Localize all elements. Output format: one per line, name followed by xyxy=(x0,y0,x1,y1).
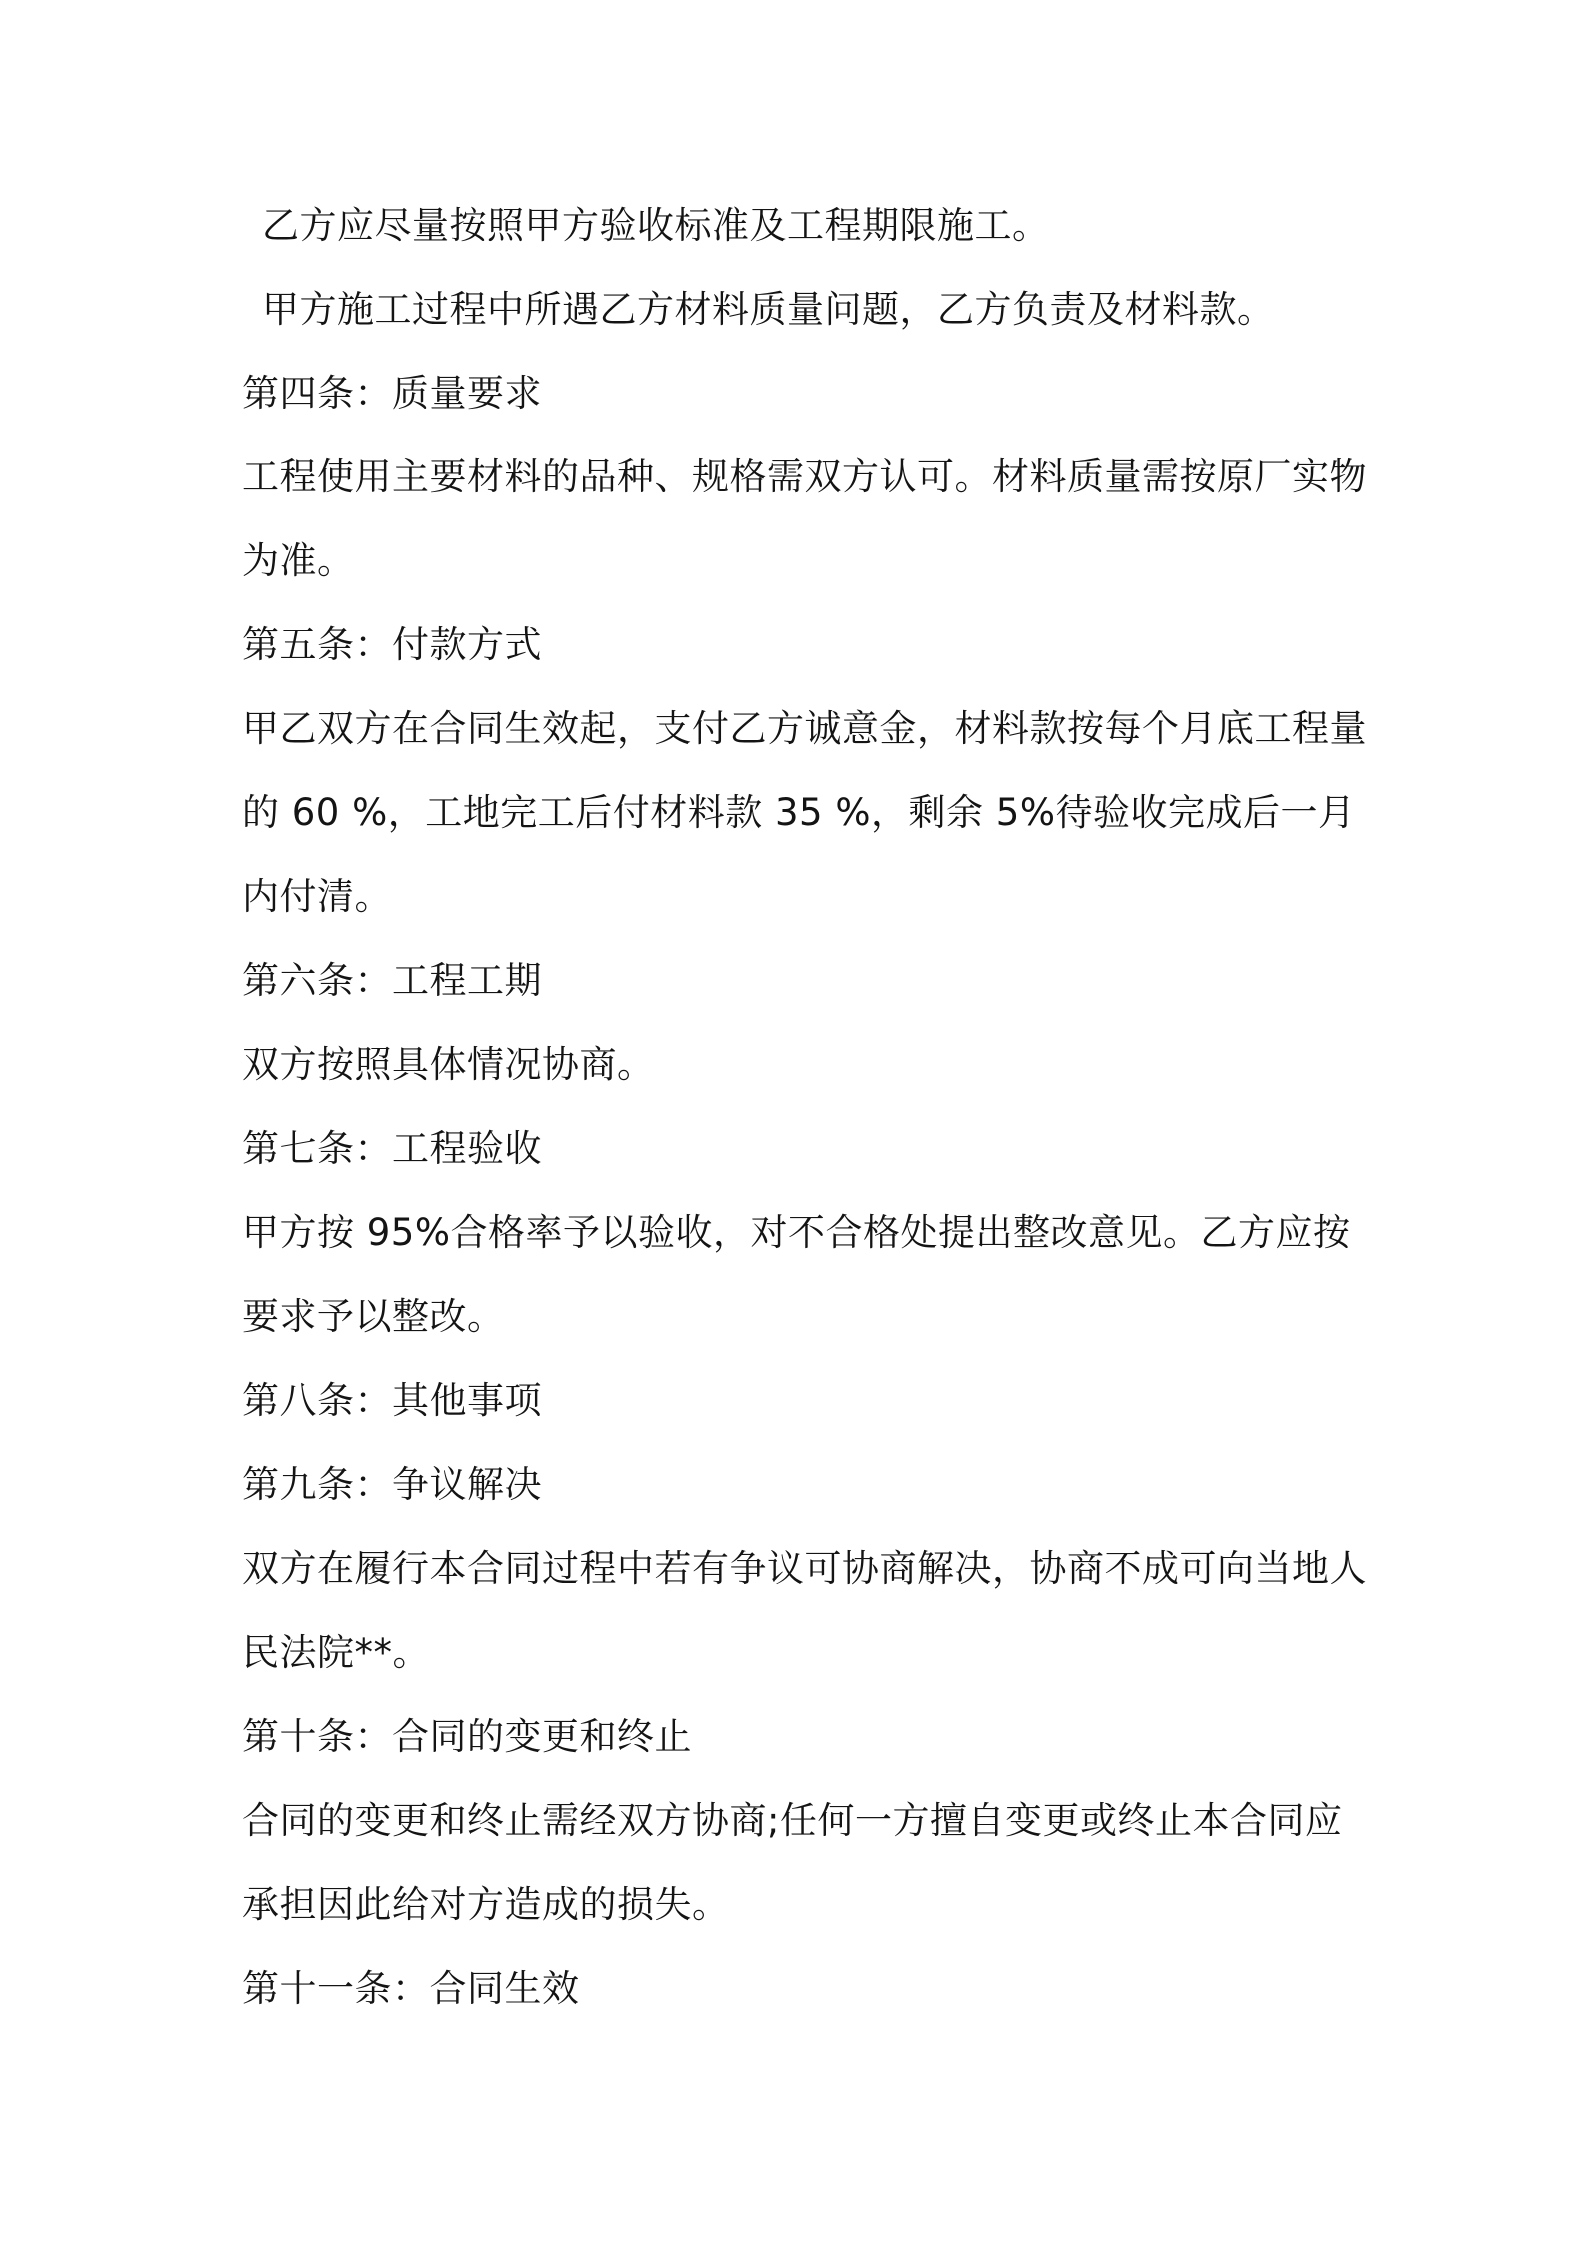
section-heading: 第十条：合同的变更和终止 xyxy=(242,1715,692,1758)
section-heading: 第八条：其他事项 xyxy=(242,1379,542,1422)
section-heading: 第九条：争议解决 xyxy=(242,1463,542,1506)
paragraph-line: 要求予以整改。 xyxy=(242,1295,505,1338)
section-heading: 第四条：质量要求 xyxy=(242,372,542,415)
section-heading: 第五条：付款方式 xyxy=(242,623,542,666)
paragraph-line: 为准。 xyxy=(242,539,355,582)
paragraph-line: 民法院**。 xyxy=(242,1631,430,1674)
paragraph-line: 合同的变更和终止需经双方协商;任何一方擅自变更或终止本合同应 xyxy=(242,1799,1343,1842)
section-heading: 第六条：工程工期 xyxy=(242,959,542,1002)
paragraph-line: 工程使用主要材料的品种、规格需双方认可。材料质量需按原厂实物 xyxy=(242,455,1367,498)
paragraph-line: 甲方施工过程中所遇乙方材料质量问题，乙方负责及材料款。 xyxy=(262,288,1275,331)
paragraph-line: 承担因此给对方造成的损失。 xyxy=(242,1883,730,1926)
paragraph-line: 内付清。 xyxy=(242,875,392,918)
paragraph-line: 双方按照具体情况协商。 xyxy=(242,1043,655,1086)
section-heading: 第十一条：合同生效 xyxy=(242,1967,580,2010)
paragraph-line: 双方在履行本合同过程中若有争议可协商解决，协商不成可向当地人 xyxy=(242,1547,1367,1590)
paragraph-line: 甲乙双方在合同生效起，支付乙方诚意金，材料款按每个月底工程量 xyxy=(242,707,1367,750)
paragraph-line: 乙方应尽量按照甲方验收标准及工程期限施工。 xyxy=(262,204,1050,247)
paragraph-line: 的 60 %，工地完工后付材料款 35 %，剩余 5%待验收完成后一月 xyxy=(242,791,1356,834)
section-heading: 第七条：工程验收 xyxy=(242,1127,542,1170)
paragraph-line: 甲方按 95%合格率予以验收，对不合格处提出整改意见。乙方应按 xyxy=(242,1211,1351,1254)
